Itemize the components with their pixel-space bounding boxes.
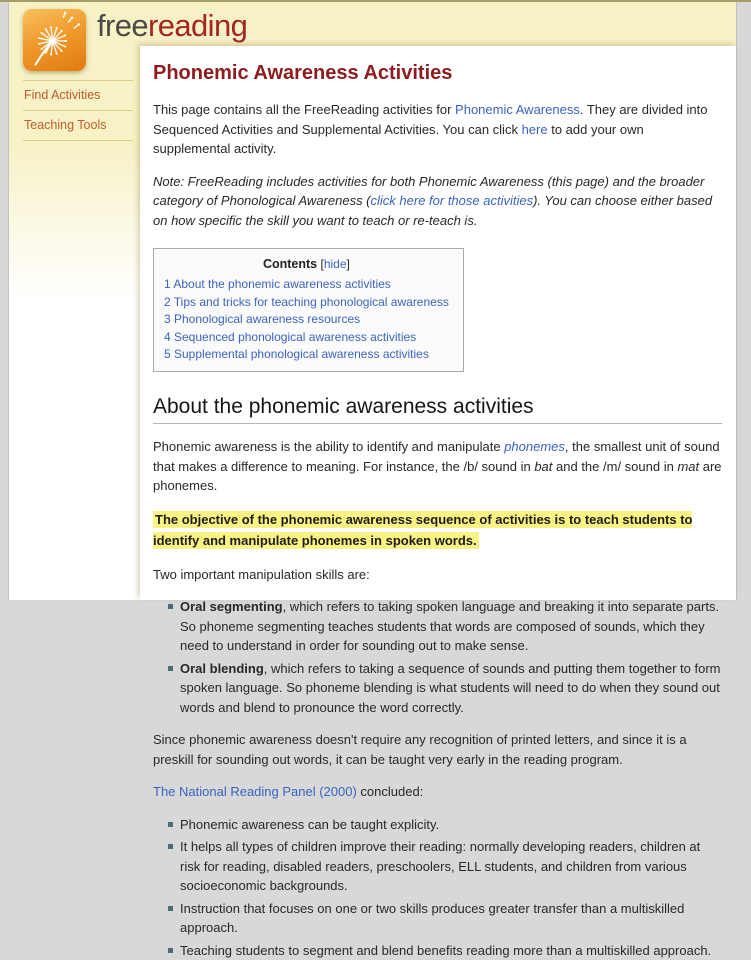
toc-bracket-open: [ [320,257,324,271]
phonological-activities-link[interactable]: click here for those activities [370,193,534,208]
dandelion-icon [23,9,86,71]
toc-hide-link[interactable]: hide [323,257,347,271]
toc-title: Contents [262,257,318,271]
note-text-2: ). You can choose either based on how specific the skill you want to teach or re-teach is. [153,193,713,228]
toc-link-about[interactable]: 1 About the phonemic awareness activities [164,277,391,292]
national-reading-panel-link[interactable]: The National Reading Panel (2000) [153,784,357,800]
intro-paragraph [153,100,722,159]
toc-bracket-close: ] [346,257,350,271]
objective-paragraph [153,509,722,552]
page-title: Phonemic Awareness Activities [153,62,453,84]
manipulation-skills-list [153,597,722,717]
intro-text-1: This page contains all the FreeReading activities for [153,102,456,117]
intro-text-3: to add your own supplemental activity. [153,121,644,156]
toc-link-sequenced[interactable]: 4 Sequenced phonological awareness activities [164,329,417,344]
brand-wordmark [97,8,247,44]
toc-list [164,276,449,363]
sidebar-nav [23,80,133,141]
nrp-paragraph [153,782,722,802]
list-item-oral-blending [180,659,722,718]
toc-item [164,329,449,346]
oral-segmenting-term: Oral segmenting [180,599,283,615]
list-item-finding: It helps all types of children improve their reading: normally developing readers, children at risk for reading, disabled readers, preschoolers, ELL students, and children from various socioeconomic backgrounds. [180,837,722,896]
word-bat: bat [534,458,553,474]
toc-item [164,346,449,363]
oral-blending-text: , which refers to taking a sequence of sounds and putting them together to form spoken language. So phoneme blending is what students will need to do when they sound out words and blend to pronounce the word correctly. [180,660,721,715]
word-mat: mat [677,458,700,474]
about-text-4: are phonemes. [153,458,722,494]
table-of-contents [153,248,464,372]
intro-text-2: . They are divided into Sequenced Activities and Supplemental Activities. You can click [153,102,708,137]
toc-item [164,294,449,311]
section-heading-about: About the phonemic awareness activities [153,395,722,424]
phonemic-awareness-link[interactable]: Phonemic Awareness [455,102,580,117]
add-activity-here-link[interactable]: here [521,121,548,137]
list-item-finding: Instruction that focuses on one or two skills produces greater transfer than a multiskilled approach. [180,899,722,938]
preskill-paragraph: Since phonemic awareness doesn't require any recognition of printed letters, and since it is a preskill for sounding out words, it can be taught very early in the reading program. [153,732,687,767]
note-paragraph [153,172,722,231]
list-item-finding: Teaching students to segment and blend benefits reading more than a multiskilled approach. [180,941,722,960]
about-text-1: Phonemic awareness is the ability to identify and manipulate [153,439,505,455]
toc-title-row [164,255,449,273]
about-paragraph [153,437,722,496]
objective-highlighted-text: The objective of the phonemic awareness sequence of activities is to teach students to identify and manipulate phonemes in spoken words. [153,511,693,549]
about-text-3: and the /m/ sound in [552,458,678,474]
list-item-oral-segmenting [180,597,722,656]
freereading-logo[interactable] [23,9,86,71]
note-text-1: Note: FreeReading includes activities for both Phonemic Awareness (this page) and the broader category of Phonological Awareness ( [153,173,705,208]
toc-item [164,276,449,293]
phonemes-link[interactable]: phonemes [504,439,565,455]
list-item-finding: Phonemic awareness can be taught explicity. [180,815,722,835]
toc-link-supplemental[interactable]: 5 Supplemental phonological awareness activities [164,346,429,361]
content-card [140,46,736,958]
sidebar-item-teaching-tools[interactable]: Teaching Tools [23,111,133,141]
window-top-edge [0,0,751,2]
nrp-findings-list [153,815,722,960]
oral-blending-term: Oral blending [180,660,264,676]
about-text-2: , the smallest unit of sound that makes a difference to meaning. For instance, the /b/ sound in [153,439,720,474]
brand-free-text: free [97,8,149,43]
toc-item [164,311,449,328]
nrp-text: concluded: [356,784,424,800]
sidebar-item-find-activities[interactable]: Find Activities [23,80,133,111]
toc-link-resources[interactable]: 3 Phonological awareness resources [164,312,361,327]
oral-segmenting-text: , which refers to taking spoken language and breaking it into separate parts. So phoneme segmenting teaches students that words are composed of sounds, which they need to understand in order for sounding out to make sense. [180,599,720,654]
toc-link-tips[interactable]: 2 Tips and tricks for teaching phonological awareness [164,294,449,309]
brand-reading-text: reading [148,8,248,43]
page-background [8,0,737,958]
skills-intro: Two important manipulation skills are: [153,566,370,582]
